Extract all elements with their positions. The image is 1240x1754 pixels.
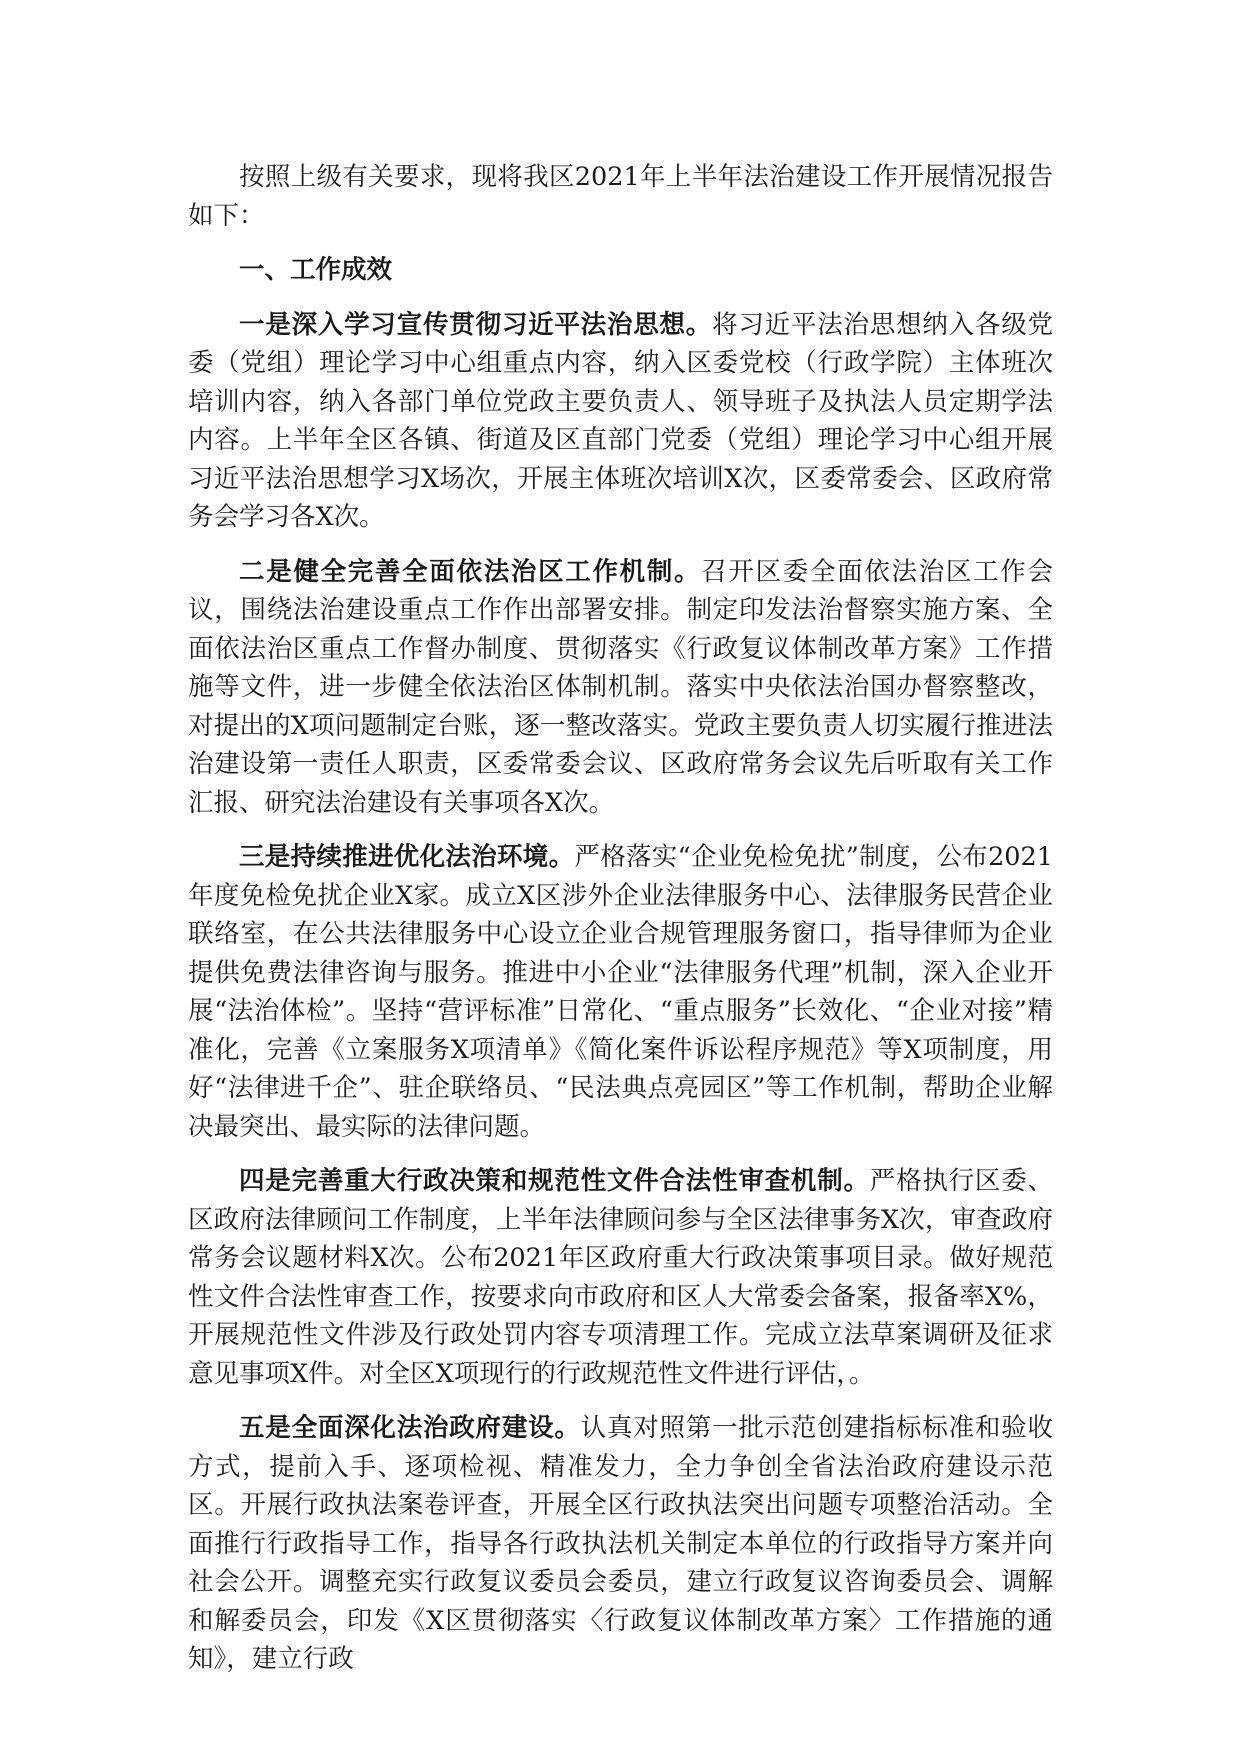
paragraph-2-lead: 二是健全完善全面依法治区工作机制。 [239, 556, 702, 587]
document-page [188, 158, 1053, 1679]
paragraph-1-lead: 一是深入学习宣传贯彻习近平法治思想。 [239, 309, 713, 340]
paragraph-1-body: 将习近平法治思想纳入各级党委（党组）理论学习中心组重点内容，纳入区委党校（行政学院）主体班次培训内容，纳入各部门单位党政主要负责人、领导班子及执法人员定期学法内容。上半年全区各镇、街道及区直部门党委（党组）理论学习中心组开展习近平法治思想学习X场次，开展主体班次培训X次，区委常委会、区政府常务会学习各X次。 [188, 309, 1053, 532]
paragraph-2-body: 召开区委全面依法治区工作会议，围绕法治建设重点工作作出部署安排。制定印发法治督察实施方案、全面依法治区重点工作督办制度、贯彻落实《行政复议体制改革方案》工作措施等文件，进一步健全依法治区体制机制。落实中央依法治国办督察整改，对提出的X项问题制定台账，逐一整改落实。党政主要负责人切实履行推进法治建设第一责任人职责，区委常委会议、区政府常务会议先后听取有关工作汇报、研究法治建设有关事项各X次。 [188, 556, 1053, 818]
paragraph-4-lead: 四是完善重大行政决策和规范性文件合法性审查机制。 [239, 1166, 870, 1196]
paragraph-4-body: 严格执行区委、区政府法律顾问工作制度，上半年法律顾问参与全区法律事务X次，审查政府常务会议题材料X次。公布2021年区政府重大行政决策事项目录。做好规范性文件合法性审查工作，按要求向市政府和区人大常委会备案，报备率X%，开展规范性文件涉及行政处罚内容专项清理工作。完成立法草案调研及征求意见事项X件。对全区X项现行的行政规范性文件进行评估，。 [188, 1166, 1053, 1389]
intro-paragraph: 按照上级有关要求，现将我区2021年上半年法治建设工作开展情况报告如下： [188, 162, 1053, 231]
paragraph-3-body: 严格落实“企业免检免扰”制度，公布2021年度免检免扰企业X家。成立X区涉外企业法律服务中心、法律服务民营企业联络室，在公共法律服务中心设立企业合规管理服务窗口，指导律师为企业提供免费法律咨询与服务。推进中小企业“法律服务代理”机制，深入企业开展“法治体检”。坚持“营评标准”日常化、“重点服务”长效化、“企业对接”精准化，完善《立案服务X项清单》《简化案件诉讼程序规范》等X项制度，用好“法律进千企”、驻企联络员、“民法典点亮园区”等工作机制，帮助企业解决最突出、最实际的法律问题。 [188, 842, 1053, 1142]
paragraph-5-lead: 五是全面深化法治政府建设。 [239, 1413, 581, 1443]
paragraph-3 [188, 838, 1053, 1146]
paragraph-3-lead: 三是持续推进优化法治环境。 [239, 842, 575, 872]
paragraph-2 [188, 553, 1053, 823]
paragraph-5 [188, 1409, 1053, 1679]
paragraph-1 [188, 306, 1053, 537]
paragraph-4 [188, 1162, 1053, 1393]
paragraph-5-body: 认真对照第一批示范创建指标标准和验收方式，提前入手、逐项检视、精准发力，全力争创全省法治政府建设示范区。开展行政执法案卷评查，开展全区行政执法突出问题专项整治活动。全面推行行政指导工作，指导各行政执法机关制定本单位的行政指导方案并向社会公开。调整充实行政复议委员会委员，建立行政复议咨询委员会、调解和解委员会，印发《X区贯彻落实〈行政复议体制改革方案〉工作措施的通知》，建立行政 [188, 1413, 1053, 1674]
section-heading: 一、工作成效 [239, 255, 393, 285]
